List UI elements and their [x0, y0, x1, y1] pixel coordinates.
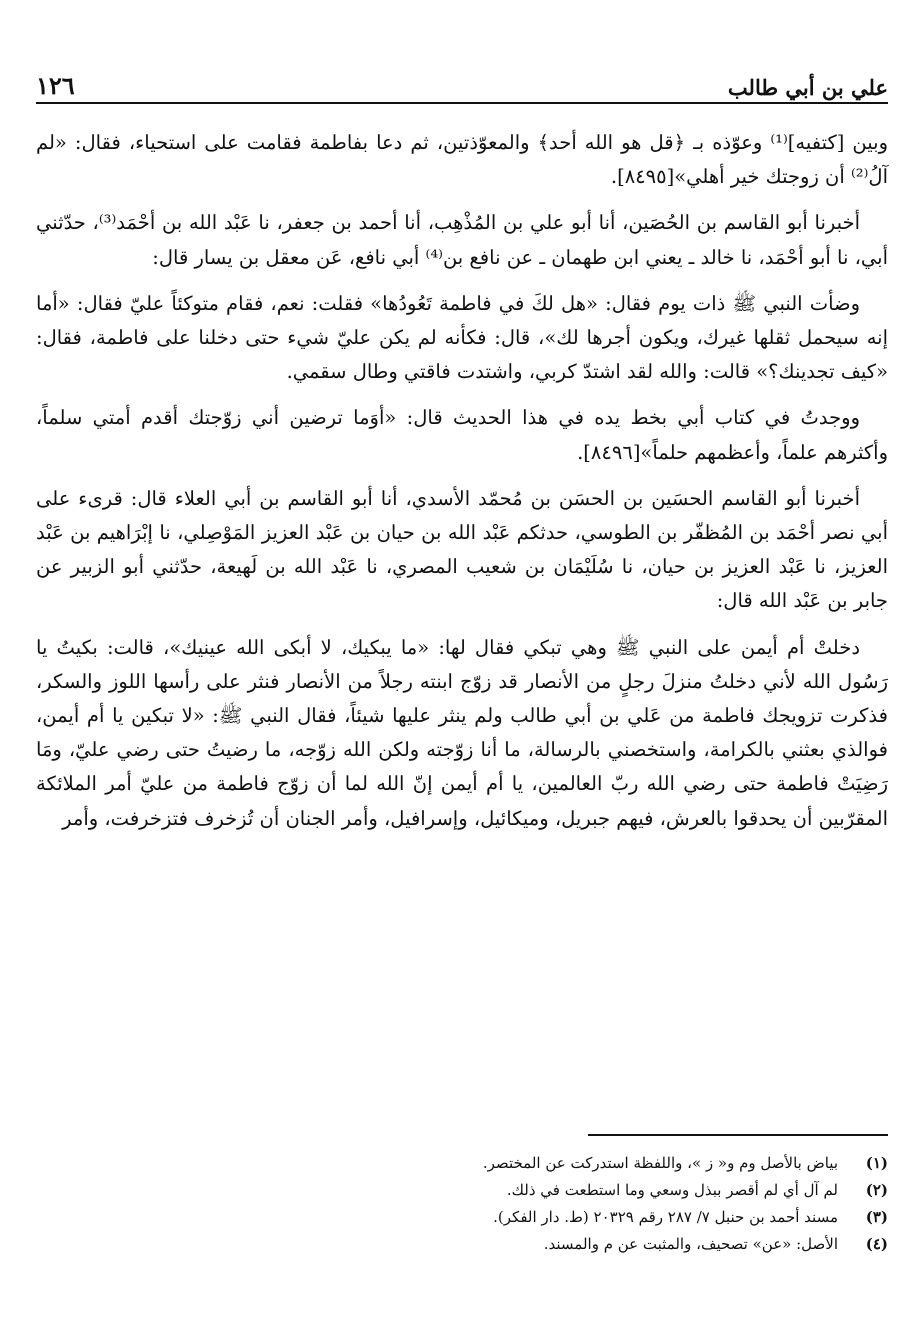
footnote-number: (٣) [865, 1208, 888, 1226]
footnote-2 [36, 1177, 888, 1204]
book-page [36, 52, 888, 1322]
footnote-number: (١) [865, 1154, 888, 1172]
paragraph-2: أخبرنا أبو القاسم بن الحُصَين، أنا أبو علي بن المُذْهِب، أنا أحمد بن جعفر، نا عَبْد الله بن أحْمَد⁽³⁾، حدّثني أبي، نا أبو أحْمَد، نا خالد ـ يعني ابن طهمان ـ عن نافع بن⁽⁴⁾ أبي نافع، عَن معقل بن يسار قال: [36, 211, 888, 269]
paragraph-5: أخبرنا أبو القاسم الحسَين بن الحسَن بن مُحمّد الأسدي، أنا أبو القاسم بن أبي العلاء قال: قرىء على أبي نصر أحْمَد بن المُظفّر بن الطوسي، حدثكم عَبْد الله بن حيان بن عَبْد العزيز المَوْصِلي، نا إبْرَاهيم بن عَبْد العزيز، نا عَبْد العزيز بن حيان، نا سُلَيْمَان بن شعيب المصري، نا عَبْد الله بن لَهيعة، حدّثني أبو الزبير عن جابر بن عَبْد الله قال: [36, 486, 888, 613]
main-text [36, 126, 888, 848]
paragraph-1: وبين [كتفيه]⁽¹⁾ وعوّذه بـ ﴿قل هو الله أحد﴾ والمعوّذتين، ثم دعا بفاطمة فقامت على استحياء، فقال: «لم آلُ⁽²⁾ أن زوجتك خير أهلي»[٨٤٩٥]. [36, 131, 889, 189]
paragraph-3: وضأت النبي ﷺ ذات يوم فقال: «هل لكَ في فاطمة تَعُودُها» فقلت: نعم، فقام متوكئاً عليّ فقال: «أما إنه سيحمل ثقلها غيرك، ويكون أجرها لك»، قال: فكأنه لم يكن عليّ شيء حتى دخلنا على فاطمة، فقال: «كيف تجدينك؟» قالت: والله لقد اشتدّ كربي، واشتدت فاقتي وطال سقمي. [36, 291, 888, 384]
footnote-1 [36, 1150, 888, 1177]
footnote-text: الأصل: «عن» تصحيف، والمثبت عن م والمسند. [543, 1235, 838, 1253]
footnote-4 [36, 1231, 888, 1258]
running-head: علي بن أبي طالب [727, 75, 888, 100]
footnote-rule [588, 1134, 888, 1136]
page-header [36, 66, 888, 100]
footnotes [36, 1150, 888, 1258]
footnote-text: لم آل أي لم أقصر ببذل وسعي وما استطعت في ذلك. [506, 1181, 838, 1199]
page-number: ١٢٦ [36, 71, 75, 100]
paragraph-4: ووجدتُ في كتاب أبي بخط يده في هذا الحديث قال: «أوَما ترضين أني زوّجتك أقدم أمتي سلماً، وأكثرهم علماً، وأعظمهم حلماً»[٨٤٩٦]. [36, 406, 888, 464]
footnote-3 [36, 1204, 888, 1231]
footnote-number: (٤) [865, 1235, 888, 1253]
footnote-text: بياض بالأصل وم و« ز »، واللفظة استدركت عن المختصر. [482, 1154, 838, 1172]
paragraph-6: دخلتْ أم أيمن على النبي ﷺ وهي تبكي فقال لها: «ما يبكيك، لا أبكى الله عينيك»، قالت: بكيتُ يا رَسُول الله لأني دخلتُ منزلَ رجلٍ من الأنصار قد زوّج ابنته رجلاً من الأنصار فنثر على رأسها اللوز والسكر، فذكرت تزويجك فاطمة من عَلي بن أبي طالب ولم ينثر عليها شيئاً، فقال النبي ﷺ: «لا تبكين يا أم أيمن، فوالذي بعثني بالكرامة، واستخصني بالرسالة، ما أنا زوّجته ولكن الله زوّجه، ما رضيتُ حتى رضي عليّ، ومَا رَضِيَتْ فاطمة حتى رضي الله ربّ العالمين، يا أم أيمن إنّ الله لما أن زوّج فاطمة من عليّ أمر الملائكة المقرّبين أن يحدقوا بالعرش، فيهم جبريل، وميكائيل، وإسرافيل، وأمر الجنان أن تُزخرف فتزخرفت، وأمر [36, 635, 888, 830]
footnote-number: (٢) [865, 1181, 888, 1199]
header-rule [36, 102, 888, 104]
footnote-text: مسند أحمد بن حنبل ٧/ ٢٨٧ رقم ٢٠٣٢٩ (ط. دار الفكر). [493, 1208, 838, 1226]
